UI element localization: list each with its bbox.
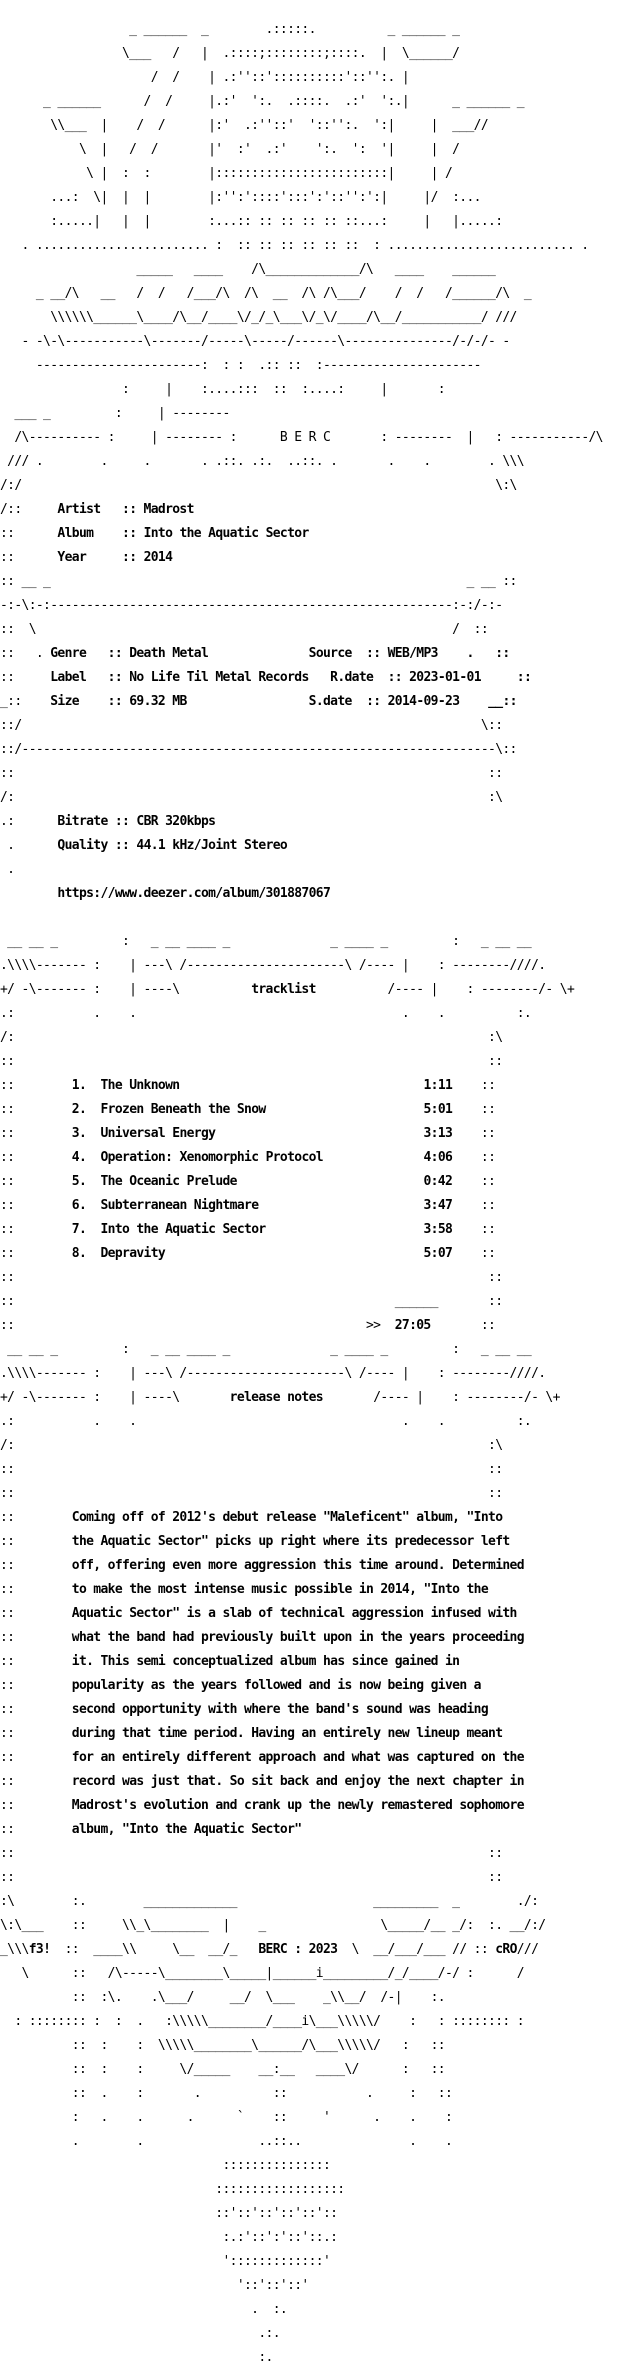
track-row: :: 8. Depravity 5:07 :: (0, 1246, 496, 1261)
art-line: :: :: (0, 1054, 503, 1069)
art-line: /: :\ (0, 790, 503, 805)
header-art-line: \\___ | / / |:' .:''::' '::'':. ':| | ___// (0, 118, 489, 133)
art-line: .: . . . . :. (0, 1006, 532, 1021)
art-line: ::/ \:: (0, 718, 503, 733)
info-artist: /:: Artist :: Madrost (0, 502, 194, 517)
header-art-line: \___ / | .::::;::::::::;::::. | \______/ (0, 46, 460, 61)
art-line: :: :: (0, 1462, 503, 1477)
info-genre: :: . Genre :: Death Metal Source :: WEB/MP3 . :: (0, 646, 510, 661)
art-line: ::::::::::::::: (0, 2158, 331, 2173)
notes-line: :: Aquatic Sector" is a slab of technical aggression infused with (0, 1606, 517, 1621)
sig-left: f3! (28, 1942, 51, 1957)
track-row: :: 7. Into the Aquatic Sector 3:58 :: (0, 1222, 496, 1237)
info-quality: . Quality :: 44.1 kHz/Joint Stereo (0, 838, 288, 853)
art-line: :: :: (0, 1870, 503, 1885)
track-row: :: 2. Frozen Beneath the Snow 5:01 :: (0, 1102, 496, 1117)
art-line: : | :....::: :: :....: | : (0, 382, 445, 397)
info-size: _:: Size :: 69.32 MB S.date :: 2014-09-23 __:: (0, 694, 517, 709)
art-line: _ __/\ __ / / /___/\ /\ __ /\ /\___/ / / /______/\ _ (0, 286, 532, 301)
art-line: :: : : \/_____ __:__ ____\/ : :: (0, 2062, 445, 2077)
notes-line: :: Madrost's evolution and crank up the newly remastered sophomore (0, 1798, 524, 1813)
info-label: :: Label :: No Life Til Metal Records R.date :: 2023-01-01 :: (0, 670, 532, 685)
art-line: /: :\ (0, 1438, 503, 1453)
art-line: .\\\\------- : | ---\ /----------------------\ /---- | : --------////. (0, 1366, 546, 1381)
notes-line: :: off, offering even more aggression this time around. Determined (0, 1558, 524, 1573)
art-line: :: :\. .\___/ __/ \___ _\\__/ /-| :. (0, 1990, 445, 2005)
art-line: :: :: (0, 766, 503, 781)
art-line: _____ ____ /\_____________/\ ____ ______ (0, 262, 496, 277)
art-line: . ........................ : :: :: :: :: :: :: : .......................... . (0, 238, 589, 253)
art-line: \ :: /\-----\________\_____|______i_________/_/____/-/ : / (0, 1966, 524, 1981)
art-line: ::'::'::'::'::':: (0, 2206, 338, 2221)
art-line: .\\\\------- : | ---\ /----------------------\ /---- | : --------////. (0, 958, 546, 973)
info-bitrate: .: Bitrate :: CBR 320kbps (0, 814, 216, 829)
art-line: - -\-\-----------\-------/-----\-----/------\---------------/-/-/- - (0, 334, 510, 349)
art-line: :.:'::':'::'::.: (0, 2230, 338, 2245)
art-line: . . ..::.. . . (0, 2134, 453, 2149)
footer-text: BERC : 2023 (258, 1942, 338, 1957)
notes-line: :: the Aquatic Sector" picks up right where its predecessor left (0, 1534, 510, 1549)
notes-line: :: Coming off of 2012's debut release "Maleficent" album, "Into (0, 1510, 503, 1525)
total-time: 27:05 (394, 1318, 431, 1333)
track-row: :: 3. Universal Energy 3:13 :: (0, 1126, 496, 1141)
art-line: :\ :. _____________ _________ _ ./: (0, 1894, 539, 1909)
art-line: .: . . . . :. (0, 1414, 532, 1429)
tracklist-title: tracklist (251, 982, 316, 997)
track-row: :: 5. The Oceanic Prelude 0:42 :: (0, 1174, 496, 1189)
notes-line: :: for an entirely different approach and what was captured on the (0, 1750, 524, 1765)
notes-line: :: album, "Into the Aquatic Sector" (0, 1822, 302, 1837)
info-album: :: Album :: Into the Aquatic Sector (0, 526, 309, 541)
tracklist-title-line: +/ -\------- : | ----\ tracklist /---- | : --------/- \+ (0, 982, 575, 997)
art-line: ___ _ : | -------- (0, 406, 245, 421)
notes-line: :: it. This semi conceptualized album has since gained in (0, 1654, 460, 1669)
art-line: :: :: (0, 1270, 503, 1285)
art-line: /:/ \:\ (0, 478, 517, 493)
art-line: :: . : . :: . : :: (0, 2086, 453, 2101)
header-art-line: _ ______ / / |.:' ':. .::::. .:' ':.| _ ______ _ (0, 94, 524, 109)
art-line: \\\\\\______\____/\__/____\/_/_\___\/_\/____/\__/___________/ /// (0, 310, 517, 325)
notes-title: release notes (229, 1390, 323, 1405)
art-line: :: \ / :: (0, 622, 489, 637)
art-line: __ __ _ : _ __ ____ _ _ ____ _ : _ __ __ (0, 934, 532, 949)
info-year: :: Year :: 2014 (0, 550, 173, 565)
art-line: -----------------------: : : .:: :: :---------------------- (0, 358, 481, 373)
art-line: : . . . ` :: ' . . : (0, 2110, 453, 2125)
header-art-line: \ | / / |' :' .:' ':. ': '| | / (0, 142, 460, 157)
track-row: :: 1. The Unknown 1:11 :: (0, 1078, 496, 1093)
art-line (0, 912, 640, 924)
footer-line: _\\\f3! :: ____\\ \__ __/_ BERC : 2023 \ __/___/___ // :: cRO/// (0, 1942, 539, 1957)
art-line: :: __ _ _ __ :: (0, 574, 517, 589)
notes-line: :: record was just that. So sit back and enjoy the next chapter in (0, 1774, 524, 1789)
art-line: /: :\ (0, 1030, 503, 1045)
art-line: .:. (0, 2326, 280, 2341)
art-line: /// . . . . .::. .:. ..::. . . . . \\\ (0, 454, 524, 469)
art-line: :: ______ :: (0, 1294, 503, 1309)
art-line: ':::::::::::::' (0, 2254, 331, 2269)
header-art-line: ...: \| | | |:'':'::::':::':'::'':':| |/ :... (0, 190, 481, 205)
art-line: \:\___ :: \\_\________ | _ \_____/__ _/: :. __/:/ (0, 1918, 546, 1933)
art-line: -:-\:-:--------------------------------------------------------:-:/-:- (0, 598, 503, 613)
sig-right: cRO (495, 1942, 517, 1957)
title-line: /\---------- : | -------- : B E R C : -------- | : -----------/\ (0, 430, 603, 445)
title-text: B E R C (279, 430, 331, 445)
art-line: '::'::'::' (0, 2278, 309, 2293)
header-art-line: \ | : : |::::::::::::::::::::::::| | / (0, 166, 453, 181)
total-time-line: :: >> 27:05 :: (0, 1318, 496, 1333)
header-art-line: _ ______ _ .:::::. _ ______ _ (0, 22, 460, 37)
art-line: : :::::::: : : . :\\\\\________/____i\___\\\\\/ : : :::::::: : (0, 2014, 524, 2029)
info-url: https://www.deezer.com/album/301887067 (57, 886, 331, 901)
art-line: __ __ _ : _ __ ____ _ _ ____ _ : _ __ __ (0, 1342, 532, 1357)
notes-line: :: to make the most intense music possible in 2014, "Into the (0, 1582, 489, 1597)
art-line: . (0, 862, 15, 877)
notes-line: :: during that time period. Having an entirely new lineup meant (0, 1726, 503, 1741)
art-line: :. (0, 2350, 273, 2365)
art-line: :: :: (0, 1486, 503, 1501)
header-art-line: :.....| | | :...:: :: :: :: :: ::...: | |.....: (0, 214, 503, 229)
notes-line: :: what the band had previously built upon in the years proceeding (0, 1630, 524, 1645)
art-line: . :. (0, 2302, 288, 2317)
notes-line: :: popularity as the years followed and is now being given a (0, 1678, 481, 1693)
track-row: :: 4. Operation: Xenomorphic Protocol 4:06 :: (0, 1150, 496, 1165)
notes-line: :: second opportunity with where the band's sound was heading (0, 1702, 489, 1717)
art-line: :: : : \\\\\________\______/\___\\\\\/ : :: (0, 2038, 445, 2053)
art-line: :: :: (0, 1846, 503, 1861)
art-line: ::/------------------------------------------------------------------\:: (0, 742, 517, 757)
header-art-line: / / | .:''::'::::::::::'::'':. | (0, 70, 410, 85)
notes-title-line: +/ -\------- : | ----\ release notes /---- | : --------/- \+ (0, 1390, 560, 1405)
art-line: :::::::::::::::::: (0, 2182, 345, 2197)
track-row: :: 6. Subterranean Nightmare 3:47 :: (0, 1198, 496, 1213)
